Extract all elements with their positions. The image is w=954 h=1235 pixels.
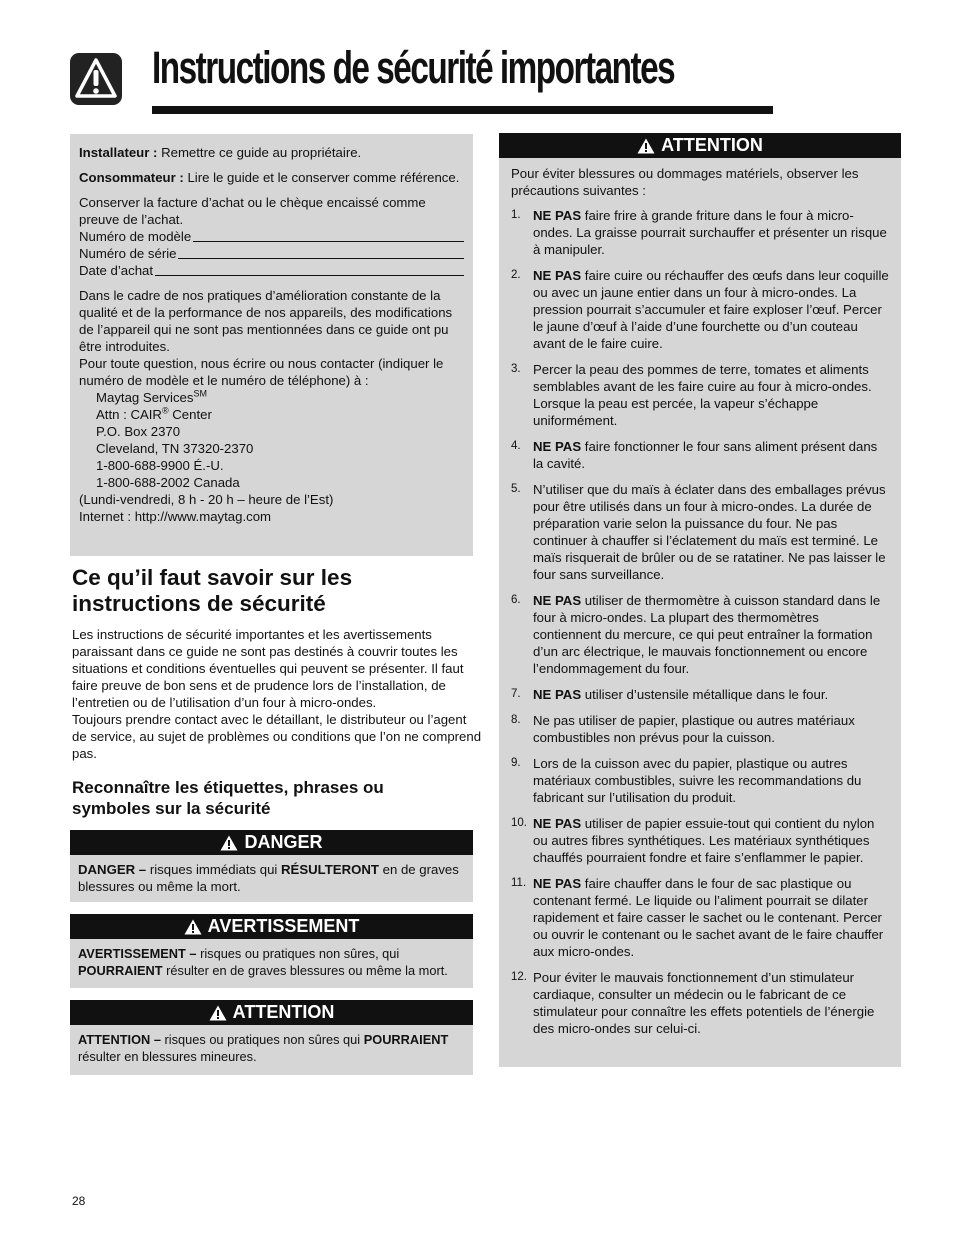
warning-box — [70, 914, 473, 988]
section-heading: Ce qu’il faut savoir sur les instructions de sécurité — [72, 565, 353, 616]
page-warning-badge — [70, 53, 122, 105]
improvement-text: Dans le cadre de nos pratiques d’amélioration constante de la qualité et de la performance de nos appareils, des modifications de l’appareil qui ne sont pas mentionnées dans ce guide ont pu être introduites. — [79, 288, 453, 354]
precaution-number: 7. — [511, 688, 521, 700]
precaution-text: N’utiliser que du maïs à éclater dans des emballages prévus pour être utilisés dans un four à micro-ondes. La durée de préparation varie selon la puissance du four. Ne pas continuer à chauffer si l’éclatement du maïs est terminé. Le maïs risquerait de brûler ou de se ratatiner. Ne pas laisser le four sans surveillance. — [533, 482, 886, 582]
title-rule — [152, 106, 773, 114]
keep-invoice-text: Conserver la facture d’achat ou le chèque encaissé comme preuve de l’achat. — [79, 195, 426, 227]
precaution-text: NE PAS faire cuire ou réchauffer des œufs dans leur coquille ou avec un jaune entier dans un four à micro-ondes. La pression pourrait s’accumuler et faire exploser l’œuf. Percer le jaune d’œuf à l’aide d’une fourchette ou d’un couteau avant de le faire cuire. — [533, 268, 889, 351]
exclamation-triangle-icon — [70, 53, 122, 105]
precaution-text: NE PAS faire chauffer dans le four de sac plastique ou contenant fermé. Le liquide ou l’aliment pourrait se dilater rapidement et faire casser le sachet ou le contenant. Percer ou ouvrir le contenant ou le sachet avant de le faire chauffer aux micro-ondes. — [533, 876, 884, 959]
warning-text: AVERTISSEMENT – risques ou pratiques non sûres, qui POURRAIENT résulter en de graves blessures ou même la mort. — [78, 946, 448, 978]
installer-line: Installateur : Remettre ce guide au propriétaire. — [79, 145, 362, 160]
precaution-number: 11. — [511, 877, 527, 889]
address-company: Maytag Services℠ — [96, 388, 207, 405]
phone-canada: 1-800-688-2002 Canada — [96, 475, 240, 490]
precaution-text: Percer la peau des pommes de terre, tomates et aliments semblables avant de les faire cuire au four à micro-ondes. Lorsque la peau est percée, la vapeur s’échappe uniformément. — [533, 362, 872, 428]
serial-number-field: Numéro de série — [79, 245, 464, 262]
danger-box — [70, 830, 473, 902]
installer-info-box — [70, 134, 473, 556]
precaution-text: Ne pas utiliser de papier, plastique ou autres matériaux combustibles non prévus pour la cuisson. — [533, 713, 855, 745]
precaution-item — [511, 481, 889, 583]
precaution-number: 5. — [511, 483, 521, 495]
phone-us: 1-800-688-9900 É.-U. — [96, 458, 224, 473]
precaution-text: Lors de la cuisson avec du papier, plastique ou autres matériaux combustibles, suivre les recommandations du fabricant sur l’utilisation du produit. — [533, 756, 862, 805]
address-po-box: P.O. Box 2370 — [96, 424, 181, 439]
precaution-item — [511, 875, 889, 960]
precaution-number: 3. — [511, 363, 521, 375]
page-title: Instructions de sécurité importantes — [152, 42, 675, 93]
section-intro: Les instructions de sécurité importantes et les avertissements paraissant dans ce guide ne sont pas destinés à couvrir toutes les situations et conditions éventuelles qui peuvent se présenter. Il faut faire preuve de bon sens et de prudence lors de l’installation, de l’entretien ou de l’utilisation d’un four à micro-ondes. Toujours prendre contact avec le détaillant, le distributeur ou l’agent de service, au sujet de problèmes ou conditions que l’on ne comprend pas. — [72, 627, 482, 761]
office-hours: (Lundi-vendredi, 8 h - 20 h – heure de l’Est) — [79, 492, 334, 507]
precaution-number: 2. — [511, 269, 521, 281]
section-subheading: Reconnaître les étiquettes, phrases ou symboles sur la sécurité — [72, 778, 384, 818]
warning-triangle-icon — [637, 138, 655, 154]
address-attn: Attn : CAIR® Center — [96, 405, 212, 422]
caution-box — [70, 1000, 473, 1075]
warning-triangle-icon — [209, 1005, 227, 1021]
danger-text: DANGER – risques immédiats qui RÉSULTERONT en de graves blessures ou même la mort. — [78, 862, 459, 894]
precaution-number: 9. — [511, 757, 521, 769]
precaution-number: 12. — [511, 971, 527, 983]
warning-header: AVERTISSEMENT — [70, 914, 473, 939]
caution-header: ATTENTION — [70, 1000, 473, 1025]
precaution-number: 8. — [511, 714, 521, 726]
danger-header: DANGER — [70, 830, 473, 855]
precaution-text: NE PAS utiliser d’ustensile métallique dans le four. — [533, 687, 829, 702]
caution-text: ATTENTION – risques ou pratiques non sûres qui POURRAIENT résulter en blessures mineures. — [78, 1032, 449, 1064]
precaution-text: NE PAS utiliser de papier essuie-tout qui contient du nylon ou autres fibres synthétiques. Les matériaux synthétiques chauffés pourraient fondre et faire s’enflammer le papier. — [533, 816, 875, 865]
internet-link[interactable]: Internet : http://www.maytag.com — [79, 509, 272, 524]
precaution-number: 10. — [511, 817, 527, 829]
attention-header: ATTENTION — [499, 133, 901, 158]
precaution-item — [511, 686, 889, 703]
precaution-list — [511, 207, 889, 1037]
precaution-item — [511, 815, 889, 866]
precaution-text: NE PAS utiliser de thermomètre à cuisson standard dans le four à micro-ondes. La plupart des thermomètres contiennent du mercure, ce qui peut entraîner la formation d’un arc électrique, le mauvais fonctionnement ou encore l’endommagement du four. — [533, 593, 881, 676]
precaution-item — [511, 438, 889, 472]
warning-triangle-icon — [184, 919, 202, 935]
precaution-item — [511, 712, 889, 746]
page-number: 28 — [72, 1194, 86, 1208]
precaution-text: Pour éviter le mauvais fonctionnement d’un stimulateur cardiaque, consulter un médecin ou le fabricant de ce stimulateur pour connaître les effets potentiels de l’énergie des micro-ondes sur celui-ci. — [533, 970, 875, 1036]
attention-lead: Pour éviter blessures ou dommages matériels, observer les précautions suivantes : — [511, 166, 859, 198]
model-number-field: Numéro de modèle — [79, 228, 464, 245]
address-city: Cleveland, TN 37320-2370 — [96, 441, 254, 456]
purchase-date-field: Date d’achat — [79, 262, 464, 279]
precaution-item — [511, 592, 889, 677]
precaution-number: 4. — [511, 440, 521, 452]
precaution-number: 1. — [511, 209, 521, 221]
precaution-text: NE PAS faire fonctionner le four sans aliment présent dans la cavité. — [533, 439, 878, 471]
precaution-text: NE PAS faire frire à grande friture dans le four à micro-ondes. La graisse pourrait surchauffer et présenter un risque à manipuler. — [533, 208, 887, 257]
precaution-item — [511, 207, 889, 258]
attention-precautions-box — [499, 133, 901, 1067]
contact-intro: Pour toute question, nous écrire ou nous contacter (indiquer le numéro de modèle et le numéro de téléphone) à : — [79, 356, 444, 388]
precaution-item — [511, 361, 889, 429]
precaution-item — [511, 755, 889, 806]
warning-triangle-icon — [220, 835, 238, 851]
precaution-item — [511, 969, 889, 1037]
consumer-line: Consommateur : Lire le guide et le conserver comme référence. — [79, 170, 460, 185]
precaution-number: 6. — [511, 594, 521, 606]
precaution-item — [511, 267, 889, 352]
